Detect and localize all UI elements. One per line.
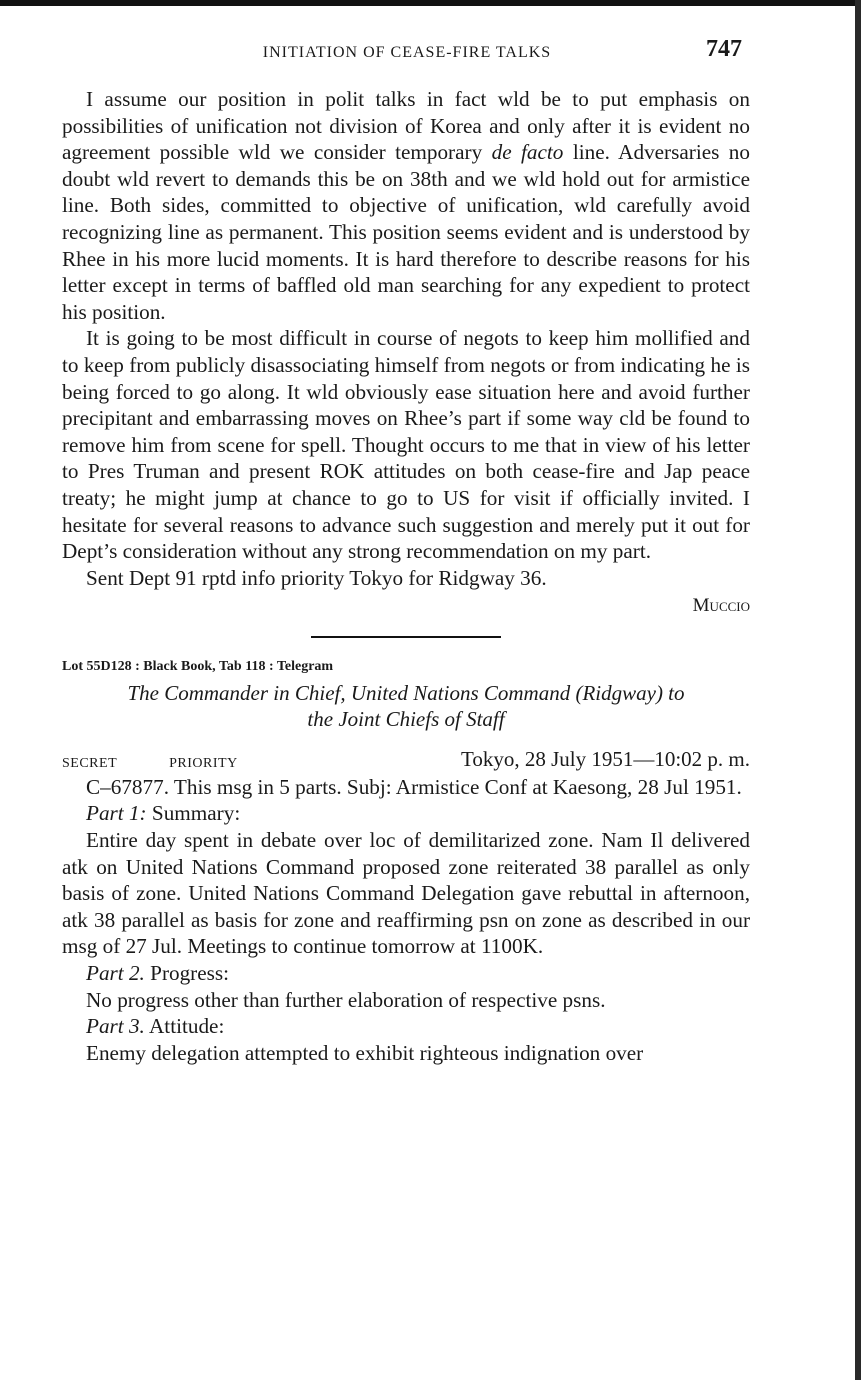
- part-text: Entire day spent in debate over loc of demilitarized zone. Nam Il delivered atk on United Nations Command proposed zone reiterated 38 parallel as only basis of zone. United Nations Command Delegation gave rebuttal in afternoon, atk 38 parallel as basis for zone and reaffirming psn on zone as described in our msg of 27 Jul. Meetings to continue tomorrow at 1100K.: [62, 828, 750, 959]
- source-note: Lot 55D128 : Black Book, Tab 118 : Telegram: [62, 658, 334, 674]
- page-number: 747: [706, 36, 742, 62]
- precedence: PRIORITY: [169, 755, 238, 771]
- running-head: INITIATION OF CEASE-FIRE TALKS: [262, 44, 552, 61]
- section-divider: [311, 636, 501, 638]
- part-text: Enemy delegation attempted to exhibit righteous indignation over: [86, 1040, 644, 1065]
- document-title: The Commander in Chief, United Nations Command (Ridgway) to the Joint Chiefs of Staff: [127, 680, 685, 731]
- classification-marks: [62, 751, 286, 778]
- paragraph: Sent Dept 91 rptd info priority Tokyo for Ridgway 36.: [86, 565, 547, 590]
- part-heading: Part 2. Progress:: [86, 961, 230, 986]
- signature: Muccio: [692, 595, 750, 617]
- top-edge-rule: [0, 0, 861, 6]
- dateline-row: [62, 746, 750, 774]
- message-intro: C–67877. This msg in 5 parts. Subj: Armistice Conf at Kaesong, 28 Jul 1951.: [86, 774, 742, 799]
- page-body: [62, 86, 750, 1066]
- page-edge-shadow: [855, 0, 861, 1380]
- place-date: Tokyo, 28 July 1951—10:02 p. m.: [460, 746, 750, 771]
- part-text: No progress other than further elaboration of respective psns.: [86, 987, 606, 1012]
- part-heading: Part 3. Attitude:: [86, 1014, 225, 1039]
- part-heading: Part 1: Summary:: [86, 801, 241, 826]
- italic-term: de facto: [491, 140, 564, 165]
- paragraph: It is going to be most difficult in course of negots to keep him mollified and to keep from publicly disassociating himself from negots or from indicating he is being forced to go along. It wld obviously ease situation here and avoid further precipitant and embarrassing moves on Rhee’s part if some way cld be found to remove him from scene for spell. Thought occurs to me that in view of his letter to Pres Truman and present ROK attitudes on both cease-fire and Jap peace treaty; he might jump at chance to go to US for visit if officially invited. I hesitate for several reasons to advance such suggestion and merely put it out for Dept’s consideration without any strong recommendation on my part.: [62, 326, 750, 564]
- page-header: [62, 36, 752, 66]
- paragraph: I assume our position in polit talks in fact wld be to put emphasis on possibilities of unification not division of Korea and only after it is evident no agreement possible wld we consider temporary de facto line. Adversaries no doubt wld revert to demands this be on 38th and we wld hold out for armistice line. Both sides, committed to objective of unification, wld carefully avoid recognizing line as permanent. This position seems evident and is understood by Rhee in his more lucid moments. It is hard therefore to describe reasons for his letter except in terms of baffled old man searching for any expedient to protect his position.: [62, 87, 750, 324]
- classification: SECRET: [62, 755, 118, 771]
